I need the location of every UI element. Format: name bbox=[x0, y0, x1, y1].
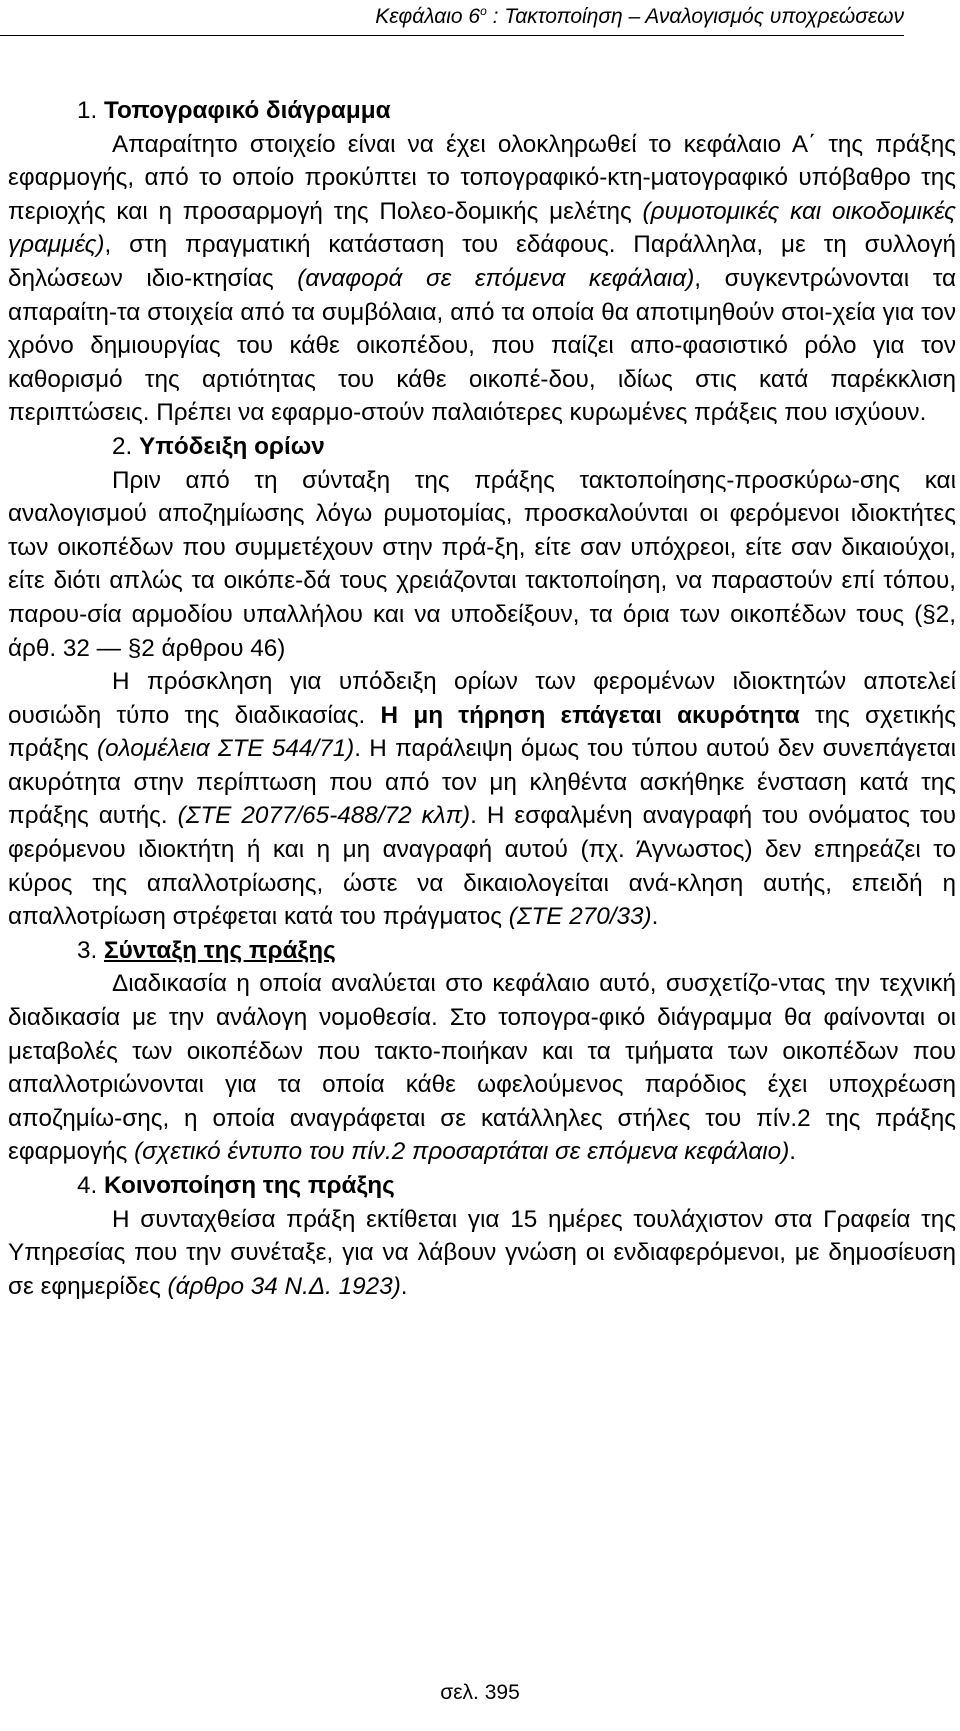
section-2-heading bbox=[8, 430, 956, 464]
section-4-citation: (άρθρο 34 Ν.Δ. 1923) bbox=[167, 1272, 401, 1300]
section-3-text-3: . bbox=[789, 1138, 797, 1166]
section-2-paragraph-1: Πριν από τη σύνταξη της πράξης τακτοποίησης-προσκύρω-σης και αναλογισμού αποζημίωσης λόγω ρυμοτομίας, προσκαλούνται οι φερόμενοι ιδιοκτήτες των οικοπέδων που συμμετέχουν στην πρά-ξη, είτε σαν υπόχρεοι, είτε σαν δικαιούχοι, είτε διότι απλώς τα οικόπε-δά τους χρειάζονται τακτοποίηση, να παραστούν επί τόπου, παρου-σία αρμοδίου υπαλλήλου και να υποδείξουν, τα όρια των οικοπέδων τους (§2, άρθ. 32 — §2 άρθρου 46) bbox=[8, 466, 956, 662]
section-3-number: 3. bbox=[77, 936, 105, 964]
section-4-title: Κοινοποίηση της πράξης bbox=[104, 1172, 395, 1199]
section-2-citation-1: (ολομέλεια ΣΤΕ 544/71) bbox=[97, 735, 355, 763]
section-3-paragraph bbox=[8, 967, 956, 1169]
section-3-text-1: Διαδικασία η οποία αναλύεται στο κεφάλαιο αυτό, συσχετίζο-ντας την τεχνική διαδικασία με την ανάλογη νομοθεσία. Στο τοπογρα-φικό διάγραμμα θα φαίνονται οι μεταβολές των οικοπέδων που τακτο-ποιήκαν και τα τμήματα των οικοπέδων που απαλλοτριώνονται για τα οποία κάθε ωφελούμενος παρόδιος έχει υποχρέωση αποζημίω-σης, η οποία αναγράφεται σε κατάλληλες στήλες του πίν.2 της πράξης εφαρμογής bbox=[8, 970, 956, 1166]
section-3-heading bbox=[8, 934, 956, 968]
section-1-text-1: Απαραίτητο στοιχείο είναι να έχει ολοκληρωθεί το κεφάλαιο Α΄ της πράξης εφαρμογής, από το οποίο προκύπτει το τοπογραφικό-κτη-ματογραφικό υπόβαθρο της περιοχής και η προσαρμογή της Πολεο-δομικής μελέτης bbox=[8, 130, 956, 225]
header-title: : Τακτοποίηση – Αναλογισμός υποχρεώσεων bbox=[486, 5, 904, 28]
section-1-text-3: , συγκεντρώνονται τα απαραίτη-τα στοιχεία από τα συμβόλαια, από τα οποία θα αποτιμηθούν στοι-χεία για τον χρόνο δημιουργίας του κάθε οικοπέδου, που παίζει απο-φασιστικό ρόλο για τον καθορισμό της αρτιότητας του κάθε οικοπέ-δου, ιδίως στις κατά παρέκκλιση περιπτώσεις. Πρέπει να εφαρμο-στούν παλαιότερες κυρωμένες πράξεις που ισχύουν. bbox=[8, 264, 956, 427]
section-2-emphasis: Η μη τήρηση επάγεται ακυρότητα bbox=[380, 701, 800, 729]
page-number: σελ. 395 bbox=[440, 1681, 520, 1704]
section-2-paragraph-2 bbox=[8, 665, 956, 934]
section-2-title: Υπόδειξη ορίων bbox=[139, 432, 325, 460]
section-2-text-e: . Η παράλειψη όμως του τύπου αυτού δεν συνεπάγεται ακυρότητα στην περίπτωση που από τον μη κληθέντα ασκήθηκε ένσταση κατά της πράξης αυτής. bbox=[8, 735, 957, 830]
section-2-text-g: . Η εσφαλμένη αναγραφή του ονόματος του φερόμενου ιδιοκτήτη ή και η μη αναγραφή αυτού (πχ. Άγνωστος) δεν επηρεάζει το κύρος της απαλλοτρίωσης, ώστε να δικαιολογείται ανά-κληση αυτής, επειδή η απαλλοτρίωση στρέφεται κατά του πράγματος bbox=[8, 802, 956, 931]
section-1-paragraph bbox=[8, 128, 956, 430]
section-4-text-3: . bbox=[400, 1272, 408, 1300]
section-2-text-c: της σχετικής πράξης bbox=[8, 701, 956, 763]
section-1-number: 1. bbox=[77, 97, 105, 124]
header-chapter: Κεφάλαιο 6 bbox=[375, 5, 481, 28]
section-1-note-lines: (ρυμοτομικές και οικοδομικές γραμμές) bbox=[8, 197, 956, 259]
section-3-note: (σχετικό έντυπο του πίν.2 προσαρτάται σε επόμενα κεφάλαιο) bbox=[134, 1138, 790, 1166]
section-2-citation-2: (ΣΤΕ 2077/65-488/72 κλπ) bbox=[177, 802, 471, 830]
header-superscript: ο bbox=[480, 4, 487, 18]
section-4-heading bbox=[8, 1169, 956, 1203]
section-4-text-1: Η συνταχθείσα πράξη εκτίθεται για 15 ημέρες τουλάχιστον στα Γραφεία της Υπηρεσίας που την συνέταξε, για να λάβουν γνώση οι ενδιαφερόμενοι, με δημοσίευση σε εφημερίδες bbox=[8, 1205, 956, 1300]
section-2-text-a: Η πρόσκληση για υπόδειξη ορίων των φερομένων ιδιοκτητών αποτελεί ουσιώδη τύπο της διαδικασίας. bbox=[8, 668, 956, 729]
section-4-paragraph bbox=[8, 1203, 956, 1304]
section-3-title: Σύνταξη της πράξης bbox=[104, 936, 336, 964]
section-4-number: 4. bbox=[77, 1172, 105, 1199]
section-1-heading bbox=[8, 94, 956, 128]
running-header bbox=[0, 4, 904, 36]
section-2-text-i: . bbox=[651, 903, 659, 931]
document-body bbox=[8, 94, 956, 1303]
section-1-title: Τοπογραφικό διάγραμμα bbox=[104, 97, 391, 124]
section-1-text-2: , στη πραγματική κατάσταση του εδάφους. Παράλληλα, με τη συλλογή δηλώσεων ιδιο-κτησίας bbox=[8, 231, 956, 292]
section-2-number: 2. bbox=[112, 432, 140, 460]
section-1-note-chapters: (αναφορά σε επόμενα κεφάλαια) bbox=[297, 264, 695, 292]
section-2-citation-3: (ΣΤΕ 270/33) bbox=[508, 903, 652, 931]
